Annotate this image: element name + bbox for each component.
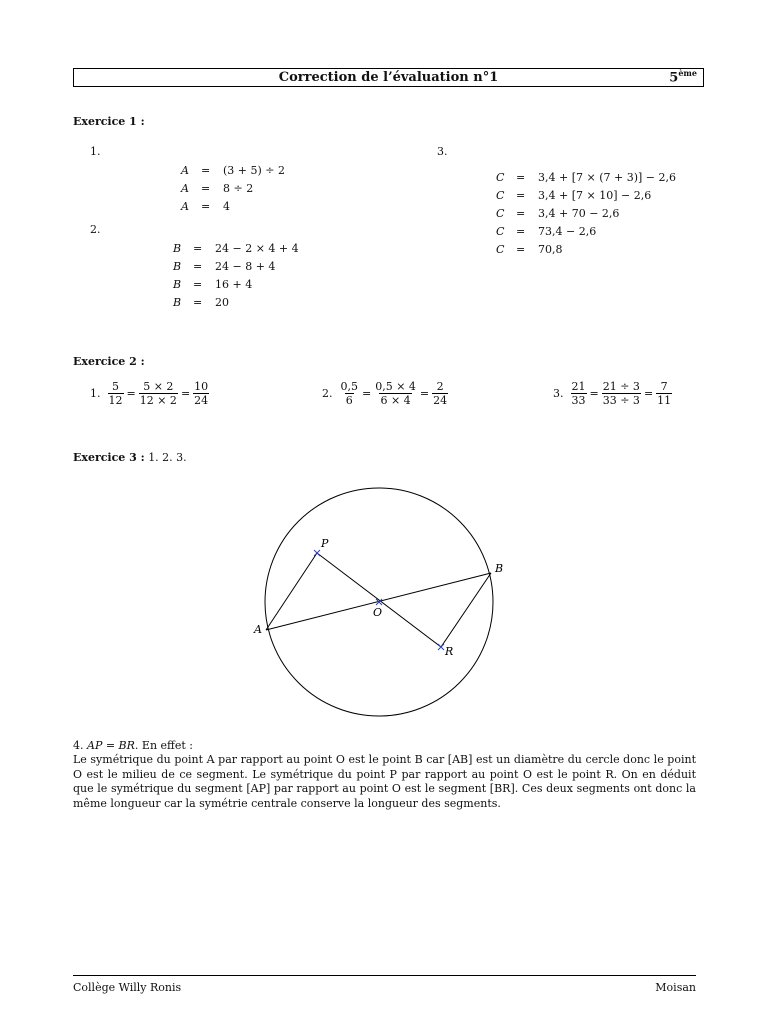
equation-lhs: B (173, 278, 182, 291)
equation-op: = (201, 164, 211, 177)
equation-rhs: 20 (215, 296, 229, 309)
fraction-denominator: 6 × 4 (380, 394, 411, 407)
equation-rhs: 70,8 (538, 243, 563, 256)
ex2-item-number: 3. (553, 387, 564, 400)
page-title: Correction de l’évaluation n°1 (278, 70, 499, 85)
equation-lhs: B (173, 260, 182, 273)
equation-lhs: C (496, 225, 505, 238)
exercise-3-title: Exercice 3 : 1. 2. 3. (73, 451, 187, 464)
equation-op: = (516, 189, 526, 202)
equation-op: = (516, 171, 526, 184)
equation-op: = (193, 242, 203, 255)
fraction-numerator: 0,5 × 4 (375, 380, 416, 393)
ex2-item-number: 1. (90, 387, 101, 400)
fraction-numerator: 10 (194, 380, 209, 393)
equation-op: = (516, 243, 526, 256)
equals-sign: = (589, 387, 599, 400)
ex1-item-3-number: 3. (437, 145, 448, 158)
fraction-numerator: 0,5 (340, 380, 358, 393)
fraction-numerator: 21 (571, 380, 586, 393)
fraction-numerator: 5 (112, 380, 119, 393)
equation-rhs: 16 + 4 (215, 278, 253, 291)
answer-4-heading: 4. AP = BR. En effet : (73, 739, 193, 752)
equation-op: = (516, 225, 526, 238)
footer-school: Collège Willy Ronis (73, 981, 182, 994)
equation-lhs: C (496, 171, 505, 184)
fraction-numerator: 7 (660, 380, 668, 393)
segment-PR (317, 553, 441, 647)
fraction-numerator: 21 ÷ 3 (602, 380, 640, 393)
equation-rhs: 24 − 2 × 4 + 4 (215, 242, 299, 255)
exercise-1-title: Exercice 1 : (73, 115, 145, 128)
fraction-numerator: 2 (436, 380, 444, 393)
equation-op: = (193, 278, 203, 291)
equation-op: = (201, 200, 211, 213)
equation-lhs: C (496, 207, 505, 220)
equation-op: = (516, 207, 526, 220)
fraction-denominator: 33 ÷ 3 (602, 394, 640, 407)
fraction-numerator: 5 × 2 (143, 380, 174, 393)
fraction-denominator: 24 (433, 394, 448, 407)
fraction-denominator: 6 (345, 394, 353, 407)
label-O: O (373, 606, 383, 619)
fraction-denominator: 12 (108, 394, 123, 407)
fraction-denominator: 24 (194, 394, 209, 407)
footer-author: Moisan (655, 981, 696, 994)
equation-lhs: A (181, 200, 189, 213)
fraction-denominator: 33 (571, 394, 586, 407)
ex1-item-1-number: 1. (90, 145, 101, 158)
equation-lhs: B (173, 242, 182, 255)
equation-rhs: 8 ÷ 2 (223, 182, 254, 195)
equation-lhs: A (181, 182, 189, 195)
equation-lhs: C (496, 243, 505, 256)
equation-rhs: 3,4 + [7 × (7 + 3)] − 2,6 (538, 171, 676, 184)
point-P-marker (314, 550, 320, 556)
ex2-item-number: 2. (322, 387, 333, 400)
equals-sign: = (419, 387, 430, 400)
point-R-marker (438, 644, 444, 650)
equals-sign: = (362, 387, 372, 400)
ex1-item-2-number: 2. (90, 223, 101, 236)
equation-rhs: 3,4 + 70 − 2,6 (538, 207, 620, 220)
equation-rhs: 24 − 8 + 4 (215, 260, 276, 273)
label-B: B (495, 562, 504, 575)
segment-AP (266, 553, 317, 630)
equals-sign: = (180, 387, 191, 400)
equation-rhs: (3 + 5) ÷ 2 (223, 164, 285, 177)
fraction-denominator: 12 × 2 (139, 394, 177, 407)
equation-op: = (193, 296, 203, 309)
equals-sign: = (643, 387, 654, 400)
equation-op: = (201, 182, 211, 195)
grade-label: 5ème (669, 68, 697, 86)
exercise-2-title: Exercice 2 : (73, 355, 145, 368)
label-A: A (254, 623, 262, 636)
equation-lhs: C (496, 189, 505, 202)
label-R: R (445, 645, 454, 658)
equation-lhs: A (181, 164, 189, 177)
answer-4-paragraph: Le symétrique du point A par rapport au point O est le point B car [AB] est un diamètre du cercle donc le point O est le milieu de ce segment. Le symétrique du point P par rapport au point O est le point R. On en déduit que le symétrique du segment [AP] par rapport au point O est le segment [BR]. Ces deux segments ont donc la même longueur car la symétrie centrale conserve la longueur des segments. (73, 753, 696, 810)
footer-rule (73, 975, 696, 976)
equation-rhs: 4 (223, 200, 230, 213)
equation-lhs: B (173, 296, 182, 309)
equation-rhs: 3,4 + [7 × 10] − 2,6 (538, 189, 652, 202)
equals-sign: = (126, 387, 136, 400)
fraction-denominator: 11 (657, 394, 672, 407)
equation-rhs: 73,4 − 2,6 (538, 225, 597, 238)
label-P: P (321, 537, 329, 550)
equation-op: = (193, 260, 203, 273)
